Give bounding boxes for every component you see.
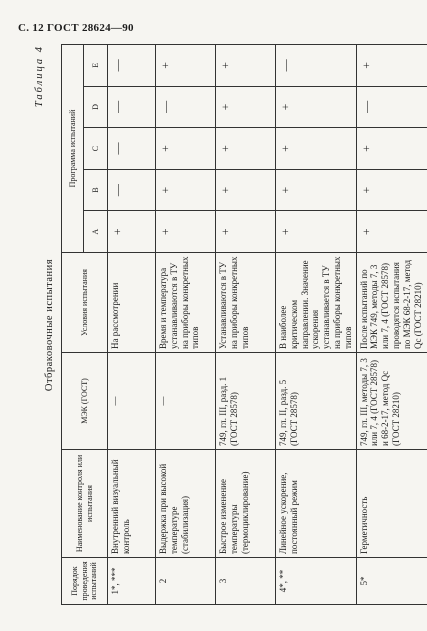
- row-num: 2: [156, 558, 216, 605]
- table-row: [356, 45, 427, 605]
- row-mark-a: +: [356, 211, 427, 253]
- header-num: Порядок проведения испытаний: [62, 558, 108, 605]
- row-name: Герметичность: [356, 450, 427, 558]
- row-name: Внутренний визуальный контроль: [108, 450, 156, 558]
- row-mark-b: +: [156, 169, 216, 211]
- row-conditions: Время и температура устанавливаются в ТУ на приборы конкретных типов: [156, 253, 216, 353]
- rotated-table-area: [30, 45, 423, 605]
- header-program-b: B: [84, 169, 108, 211]
- row-name: Выдержка при высокой температуре (стабилизация): [156, 450, 216, 558]
- row-mark-b: +: [276, 169, 357, 211]
- row-iec: 749, гл. II, разд. 5 (ГОСТ 28578): [276, 353, 357, 450]
- row-mark-a: +: [216, 211, 276, 253]
- header-programs-group: Программа испытаний: [62, 45, 84, 253]
- header-program-d: D: [84, 86, 108, 128]
- table-row: [276, 45, 357, 605]
- row-mark-e: +: [156, 45, 216, 87]
- table-title: Отбраковочные испытания: [44, 258, 55, 392]
- row-mark-c: +: [356, 128, 427, 170]
- row-mark-d: —: [356, 86, 427, 128]
- table-row: [156, 45, 216, 605]
- row-iec: —: [108, 353, 156, 450]
- row-mark-d: +: [276, 86, 357, 128]
- header-iec: МЭК (ГОСТ): [62, 353, 108, 450]
- row-mark-e: +: [356, 45, 427, 87]
- row-mark-e: —: [276, 45, 357, 87]
- row-conditions: Устанавливаются в ТУ на приборы конкретных типов: [216, 253, 276, 353]
- row-num: 3: [216, 558, 276, 605]
- header-name: Наименование контроля или испытания: [62, 450, 108, 558]
- row-mark-d: —: [108, 86, 156, 128]
- row-conditions: После испытаний по МЭК 749, методы 7, 3 или 7, 4 (ГОСТ 28578) проводятся испытания по МЭК 68-2-17, метод Qc (ГОСТ 28210): [356, 253, 427, 353]
- row-num: 4*, **: [276, 558, 357, 605]
- row-mark-e: +: [216, 45, 276, 87]
- header-conditions: Условия испытания: [62, 253, 108, 353]
- row-mark-a: +: [276, 211, 357, 253]
- header-program-e: E: [84, 45, 108, 87]
- header-row: [62, 45, 84, 605]
- screening-tests-table: [61, 44, 427, 605]
- row-mark-c: +: [156, 128, 216, 170]
- row-mark-a: +: [108, 211, 156, 253]
- row-name: Быстрое изменение температуры (термоциклирование): [216, 450, 276, 558]
- row-mark-d: +: [216, 86, 276, 128]
- row-num: 5*: [356, 558, 427, 605]
- row-conditions: В наиболее критическом направлении. Значение ускорения устанавливается в ТУ на приборы конкретных типов: [276, 253, 357, 353]
- row-iec: 749, гл. III, методы 7, 3 или 7, 4 (ГОСТ 28578) и 68-2-17, метод Qc (ГОСТ 28210): [356, 353, 427, 450]
- row-conditions: На рассмотрении: [108, 253, 156, 353]
- row-mark-a: +: [156, 211, 216, 253]
- row-mark-b: +: [216, 169, 276, 211]
- row-mark-c: +: [276, 128, 357, 170]
- row-mark-b: +: [356, 169, 427, 211]
- row-mark-b: —: [108, 169, 156, 211]
- row-iec: 749, гл. III, разд. 1 (ГОСТ 28578): [216, 353, 276, 450]
- row-name: Линейное ускорение, постоянный режим: [276, 450, 357, 558]
- page-header: С. 12 ГОСТ 28624—90: [18, 22, 134, 34]
- row-mark-d: —: [156, 86, 216, 128]
- table-row: [108, 45, 156, 605]
- row-mark-c: +: [216, 128, 276, 170]
- row-num: 1*, ***: [108, 558, 156, 605]
- row-iec: —: [156, 353, 216, 450]
- row-mark-e: —: [108, 45, 156, 87]
- row-mark-c: —: [108, 128, 156, 170]
- table-row: [216, 45, 276, 605]
- header-program-a: A: [84, 211, 108, 253]
- table-label: Таблица 4: [34, 45, 45, 108]
- header-program-c: C: [84, 128, 108, 170]
